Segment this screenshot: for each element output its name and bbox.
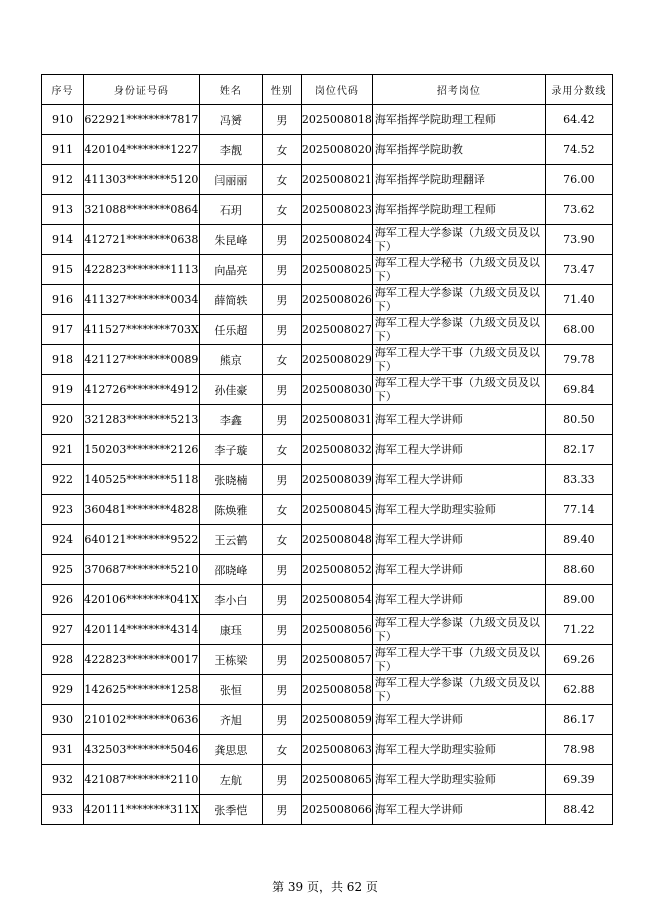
cell-position-code: 2025008048 — [301, 525, 372, 555]
cell-name: 张恒 — [199, 675, 262, 705]
cell-name: 冯赟 — [199, 105, 262, 135]
cell-position-code: 2025008059 — [301, 705, 372, 735]
cell-position: 海军工程大学干事（九级文员及以下） — [372, 645, 545, 675]
cell-position: 海军工程大学秘书（九级文员及以下） — [372, 255, 545, 285]
header-position-code: 岗位代码 — [301, 75, 372, 105]
cell-score: 82.17 — [545, 435, 612, 465]
cell-gender: 女 — [262, 435, 301, 465]
table-row — [42, 675, 613, 705]
cell-position-code: 2025008066 — [301, 795, 372, 825]
cell-position-code: 2025008018 — [301, 105, 372, 135]
table-row — [42, 435, 613, 465]
cell-id-number: 420104********1227 — [84, 135, 200, 165]
cell-position-code: 2025008065 — [301, 765, 372, 795]
cell-position-code: 2025008056 — [301, 615, 372, 645]
table-row — [42, 345, 613, 375]
table-row — [42, 195, 613, 225]
cell-score: 89.00 — [545, 585, 612, 615]
cell-score: 62.88 — [545, 675, 612, 705]
header-seq: 序号 — [42, 75, 84, 105]
cell-position: 海军工程大学参谋（九级文员及以下） — [372, 615, 545, 645]
cell-seq: 933 — [42, 795, 84, 825]
cell-name: 左航 — [199, 765, 262, 795]
cell-id-number: 412726********4912 — [84, 375, 200, 405]
cell-position: 海军工程大学参谋（九级文员及以下） — [372, 285, 545, 315]
cell-position: 海军工程大学讲师 — [372, 435, 545, 465]
cell-position-code: 2025008039 — [301, 465, 372, 495]
cell-gender: 男 — [262, 705, 301, 735]
cell-position-code: 2025008057 — [301, 645, 372, 675]
cell-id-number: 210102********0636 — [84, 705, 200, 735]
cell-score: 69.26 — [545, 645, 612, 675]
table-row — [42, 255, 613, 285]
cell-gender: 男 — [262, 405, 301, 435]
cell-id-number: 412721********0638 — [84, 225, 200, 255]
cell-gender: 男 — [262, 465, 301, 495]
header-position: 招考岗位 — [372, 75, 545, 105]
cell-id-number: 142625********1258 — [84, 675, 200, 705]
table-row — [42, 585, 613, 615]
cell-score: 79.78 — [545, 345, 612, 375]
cell-position-code: 2025008032 — [301, 435, 372, 465]
cell-seq: 925 — [42, 555, 84, 585]
cell-name: 李鑫 — [199, 405, 262, 435]
table-row — [42, 735, 613, 765]
cell-id-number: 640121********9522 — [84, 525, 200, 555]
cell-position-code: 2025008030 — [301, 375, 372, 405]
cell-seq: 910 — [42, 105, 84, 135]
cell-name: 康珏 — [199, 615, 262, 645]
cell-position-code: 2025008045 — [301, 495, 372, 525]
cell-seq: 929 — [42, 675, 84, 705]
cell-position-code: 2025008063 — [301, 735, 372, 765]
cell-score: 73.47 — [545, 255, 612, 285]
header-id-number: 身份证号码 — [84, 75, 200, 105]
cell-gender: 男 — [262, 645, 301, 675]
cell-name: 薛简轶 — [199, 285, 262, 315]
cell-id-number: 622921********7817 — [84, 105, 200, 135]
cell-seq: 915 — [42, 255, 84, 285]
table-row — [42, 795, 613, 825]
cell-gender: 男 — [262, 795, 301, 825]
cell-position: 海军指挥学院助理翻译 — [372, 165, 545, 195]
cell-position-code: 2025008026 — [301, 285, 372, 315]
table-row — [42, 285, 613, 315]
cell-id-number: 411303********5120 — [84, 165, 200, 195]
cell-id-number: 411527********703X — [84, 315, 200, 345]
cell-gender: 女 — [262, 345, 301, 375]
header-gender: 性别 — [262, 75, 301, 105]
cell-position: 海军工程大学参谋（九级文员及以下） — [372, 315, 545, 345]
table-row — [42, 375, 613, 405]
cell-name: 李子璇 — [199, 435, 262, 465]
cell-score: 76.00 — [545, 165, 612, 195]
table-row — [42, 225, 613, 255]
cell-seq: 931 — [42, 735, 84, 765]
cell-name: 李小白 — [199, 585, 262, 615]
cell-id-number: 420114********4314 — [84, 615, 200, 645]
page-footer: 第 39 页，共 62 页 — [272, 880, 378, 894]
cell-name: 李靓 — [199, 135, 262, 165]
cell-seq: 930 — [42, 705, 84, 735]
cell-position: 海军指挥学院助理工程师 — [372, 105, 545, 135]
cell-score: 88.60 — [545, 555, 612, 585]
cell-seq: 918 — [42, 345, 84, 375]
cell-position: 海军工程大学讲师 — [372, 465, 545, 495]
cell-position-code: 2025008027 — [301, 315, 372, 345]
cell-score: 69.84 — [545, 375, 612, 405]
cell-seq: 919 — [42, 375, 84, 405]
table-row — [42, 465, 613, 495]
cell-seq: 911 — [42, 135, 84, 165]
cell-score: 71.40 — [545, 285, 612, 315]
cell-position: 海军工程大学干事（九级文员及以下） — [372, 375, 545, 405]
cell-id-number: 432503********5046 — [84, 735, 200, 765]
cell-position-code: 2025008020 — [301, 135, 372, 165]
cell-position-code: 2025008058 — [301, 675, 372, 705]
cell-score: 80.50 — [545, 405, 612, 435]
cell-position-code: 2025008025 — [301, 255, 372, 285]
cell-id-number: 421087********2110 — [84, 765, 200, 795]
cell-name: 任乐超 — [199, 315, 262, 345]
cell-position: 海军工程大学助理实验师 — [372, 765, 545, 795]
cell-position: 海军工程大学参谋（九级文员及以下） — [372, 675, 545, 705]
cell-score: 78.98 — [545, 735, 612, 765]
cell-id-number: 421127********0089 — [84, 345, 200, 375]
cell-seq: 917 — [42, 315, 84, 345]
cell-position: 海军指挥学院助理工程师 — [372, 195, 545, 225]
cell-name: 石玥 — [199, 195, 262, 225]
cell-score: 69.39 — [545, 765, 612, 795]
cell-gender: 男 — [262, 285, 301, 315]
cell-score: 74.52 — [545, 135, 612, 165]
cell-position: 海军指挥学院助教 — [372, 135, 545, 165]
cell-score: 77.14 — [545, 495, 612, 525]
cell-seq: 914 — [42, 225, 84, 255]
cell-gender: 女 — [262, 195, 301, 225]
recruitment-table — [41, 74, 613, 825]
cell-id-number: 422823********1113 — [84, 255, 200, 285]
cell-gender: 男 — [262, 375, 301, 405]
cell-name: 孙佳豪 — [199, 375, 262, 405]
cell-gender: 女 — [262, 525, 301, 555]
table-row — [42, 135, 613, 165]
cell-gender: 男 — [262, 765, 301, 795]
cell-gender: 男 — [262, 615, 301, 645]
cell-position-code: 2025008031 — [301, 405, 372, 435]
table-row — [42, 165, 613, 195]
cell-seq: 916 — [42, 285, 84, 315]
cell-seq: 926 — [42, 585, 84, 615]
cell-name: 齐旭 — [199, 705, 262, 735]
cell-position: 海军工程大学助理实验师 — [372, 495, 545, 525]
cell-position: 海军工程大学助理实验师 — [372, 735, 545, 765]
cell-score: 88.42 — [545, 795, 612, 825]
cell-name: 闫丽丽 — [199, 165, 262, 195]
cell-score: 83.33 — [545, 465, 612, 495]
cell-id-number: 360481********4828 — [84, 495, 200, 525]
cell-score: 71.22 — [545, 615, 612, 645]
table-row — [42, 555, 613, 585]
cell-position-code: 2025008054 — [301, 585, 372, 615]
cell-seq: 922 — [42, 465, 84, 495]
cell-score: 89.40 — [545, 525, 612, 555]
cell-gender: 男 — [262, 225, 301, 255]
cell-name: 王栋梁 — [199, 645, 262, 675]
cell-name: 龚思思 — [199, 735, 262, 765]
cell-score: 73.90 — [545, 225, 612, 255]
cell-seq: 912 — [42, 165, 84, 195]
table-row — [42, 495, 613, 525]
cell-position: 海军工程大学干事（九级文员及以下） — [372, 345, 545, 375]
cell-name: 张晓楠 — [199, 465, 262, 495]
cell-gender: 男 — [262, 675, 301, 705]
cell-gender: 女 — [262, 735, 301, 765]
cell-seq: 924 — [42, 525, 84, 555]
cell-position: 海军工程大学讲师 — [372, 525, 545, 555]
cell-gender: 男 — [262, 315, 301, 345]
table-row — [42, 765, 613, 795]
cell-id-number: 321088********0864 — [84, 195, 200, 225]
cell-score: 86.17 — [545, 705, 612, 735]
cell-position-code: 2025008021 — [301, 165, 372, 195]
cell-seq: 923 — [42, 495, 84, 525]
cell-name: 张季恺 — [199, 795, 262, 825]
cell-position: 海军工程大学讲师 — [372, 405, 545, 435]
cell-name: 邵晓峰 — [199, 555, 262, 585]
cell-position: 海军工程大学讲师 — [372, 585, 545, 615]
cell-id-number: 140525********5118 — [84, 465, 200, 495]
cell-id-number: 422823********0017 — [84, 645, 200, 675]
cell-score: 68.00 — [545, 315, 612, 345]
cell-gender: 男 — [262, 585, 301, 615]
cell-seq: 928 — [42, 645, 84, 675]
cell-id-number: 370687********5210 — [84, 555, 200, 585]
cell-gender: 男 — [262, 105, 301, 135]
cell-name: 陈焕雅 — [199, 495, 262, 525]
table-row — [42, 315, 613, 345]
cell-name: 熊京 — [199, 345, 262, 375]
cell-gender: 女 — [262, 135, 301, 165]
table-row — [42, 645, 613, 675]
table-row — [42, 405, 613, 435]
cell-gender: 男 — [262, 255, 301, 285]
cell-position-code: 2025008024 — [301, 225, 372, 255]
table-row — [42, 105, 613, 135]
cell-name: 向晶亮 — [199, 255, 262, 285]
table-row — [42, 615, 613, 645]
table-row — [42, 705, 613, 735]
cell-position: 海军工程大学讲师 — [372, 795, 545, 825]
cell-position: 海军工程大学讲师 — [372, 705, 545, 735]
cell-seq: 913 — [42, 195, 84, 225]
cell-position-code: 2025008052 — [301, 555, 372, 585]
cell-name: 王云鹤 — [199, 525, 262, 555]
cell-position: 海军工程大学参谋（九级文员及以下） — [372, 225, 545, 255]
cell-id-number: 411327********0034 — [84, 285, 200, 315]
cell-gender: 女 — [262, 495, 301, 525]
cell-position: 海军工程大学讲师 — [372, 555, 545, 585]
table-header-row — [42, 75, 613, 105]
cell-position-code: 2025008029 — [301, 345, 372, 375]
cell-seq: 921 — [42, 435, 84, 465]
cell-position-code: 2025008023 — [301, 195, 372, 225]
header-score: 录用分数线 — [545, 75, 612, 105]
header-name: 姓名 — [199, 75, 262, 105]
cell-seq: 927 — [42, 615, 84, 645]
cell-id-number: 420111********311X — [84, 795, 200, 825]
cell-id-number: 321283********5213 — [84, 405, 200, 435]
table-row — [42, 525, 613, 555]
cell-gender: 女 — [262, 165, 301, 195]
cell-name: 朱昆峰 — [199, 225, 262, 255]
cell-seq: 932 — [42, 765, 84, 795]
cell-id-number: 420106********041X — [84, 585, 200, 615]
cell-score: 64.42 — [545, 105, 612, 135]
cell-seq: 920 — [42, 405, 84, 435]
cell-score: 73.62 — [545, 195, 612, 225]
cell-id-number: 150203********2126 — [84, 435, 200, 465]
cell-gender: 男 — [262, 555, 301, 585]
